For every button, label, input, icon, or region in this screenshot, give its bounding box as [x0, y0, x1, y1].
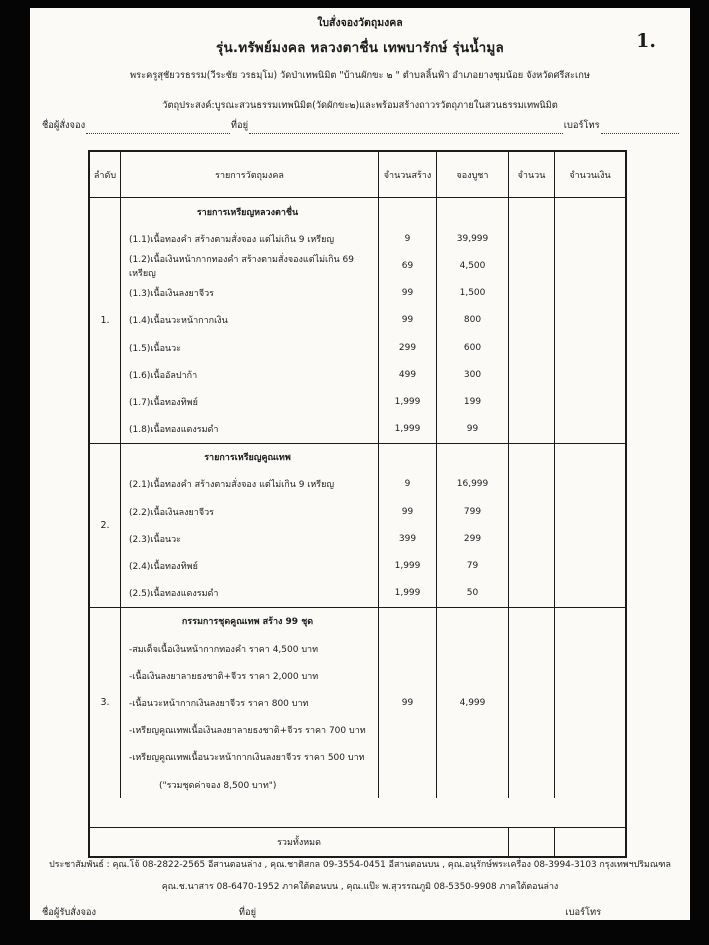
item-price: 4,500 [459, 260, 486, 271]
item-price: 799 [463, 506, 482, 517]
item-price: 600 [463, 342, 482, 353]
item-price: 300 [463, 369, 482, 380]
item-price: 4,999 [459, 697, 486, 708]
table-header-row [90, 152, 625, 198]
dotted-fill-phone [602, 910, 679, 920]
dotted-fill-phone [601, 123, 679, 134]
corner-page-number: 1. [636, 30, 656, 52]
item-price: 299 [463, 533, 482, 544]
item-desc: (1.1)เนื้อทองคำ สร้างตามสั่งจอง แต่ไม่เกิน 9 เหรียญ [129, 234, 335, 245]
item-desc: (1.6)เนื้ออัลปาก้า [129, 370, 198, 381]
item-desc: (1.7)เนื้อทองทิพย์ [129, 397, 198, 408]
purpose-line: วัตถุประสงค์:บูรณะสวนธรรมเทพนิมิต(วัดผักขะ๒)และพร้อมสร้างถาวรวัตถุภายในสวนธรรมเทพนิมิต [162, 100, 558, 111]
contact-line-2: คุณ.ช.นาสาร 08-6470-1952 ภาคใต้ตอนบน , คุณ.แป๊ะ พ.สุวรรณภูมิ 08-5350-9908 ภาคใต้ตอนล่าง [161, 882, 559, 892]
total-label: รวมทั้งหมด [90, 828, 509, 856]
orderer-fill-row [42, 118, 680, 134]
amount-cell [555, 444, 625, 607]
total-quantity-cell [509, 828, 555, 856]
quantity-cell [509, 444, 555, 607]
item-made: 99 [401, 697, 414, 708]
quantity-cell [509, 198, 555, 443]
item-desc: -เหรียญคูณเทพเนื้อนวะหน้ากากเงินลงยาจีวร ราคา 500 บาท [129, 753, 365, 764]
column-header: จำนวน [509, 152, 555, 197]
orderer-phone-label: เบอร์โทร [563, 120, 600, 131]
item-price: 39,999 [456, 233, 489, 244]
item-price [437, 717, 508, 744]
item-made: 1,999 [394, 561, 421, 572]
amount-cell [555, 198, 625, 443]
item-desc: (1.5)เนื้อนวะ [129, 343, 182, 354]
item-desc: (2.3)เนื้อนวะ [129, 534, 182, 545]
column-header: จองบูชา [437, 152, 509, 197]
scanned-document-page [30, 8, 690, 920]
quantity-cell [509, 608, 555, 798]
item-desc: (1.3)เนื้อเงินลงยาจีวร [129, 289, 214, 300]
item-made: 399 [398, 533, 417, 544]
item-price: 99 [466, 424, 479, 435]
reserve-price-column [437, 444, 509, 607]
item-made [379, 771, 436, 798]
contact-line-1: ประชาสัมพันธ์ : คุณ.โจ้ 08-2822-2565 อีสานตอนล่าง , คุณ.ชาติสกล 09-3554-0451 อีสานตอนบน , คุณ.อนุรักษ์พระเครื่อง 08-3994-3103 กรุงเทพฯปริมณฑล [49, 860, 671, 870]
item-desc: (2.5)เนื้อทองแดงรมดำ [129, 589, 219, 600]
item-made: 9 [404, 233, 411, 244]
made-quantity-column [379, 608, 437, 798]
item-descriptions [121, 444, 379, 607]
column-header: รายการวัตถุมงคล [121, 152, 379, 197]
item-made [379, 744, 436, 771]
item-made [379, 635, 436, 662]
item-descriptions [121, 608, 379, 798]
item-price: 199 [463, 396, 482, 407]
table-section [90, 198, 625, 444]
item-desc: -สมเด็จเนื้อเงินหน้ากากทองคำ ราคา 4,500 บาท [129, 644, 319, 655]
made-quantity-column [379, 198, 437, 443]
orderer-address-label: ที่อยู่ [230, 120, 249, 131]
row-number: 2. [90, 444, 121, 607]
edition-title: รุ่น.ทรัพย์มงคล หลวงตาชื่น เทพบารักษ์ รุ่นน้ำมูล [216, 40, 504, 56]
dotted-fill-address [257, 910, 564, 920]
item-price: 800 [463, 315, 482, 326]
section-title: กรรมการชุดคูณเทพ สร้าง 99 ชุด [181, 617, 314, 628]
item-made: 1,999 [394, 424, 421, 435]
item-desc: (1.2)เนื้อเงินหน้ากากทองคำ สร้างตามสั่งจองแต่ไม่เกิน 69 เหรียญ [129, 254, 355, 279]
item-desc: (2.4)เนื้อทองทิพย์ [129, 562, 198, 573]
item-desc: (1.4)เนื้อนวะหน้ากากเงิน [129, 316, 228, 327]
item-price: 16,999 [456, 479, 489, 490]
item-made: 1,999 [394, 396, 421, 407]
dotted-fill-address [249, 123, 563, 134]
item-desc: (2.1)เนื้อทองคำ สร้างตามสั่งจอง แต่ไม่เกิน 9 เหรียญ [129, 480, 335, 491]
item-desc: (2.2)เนื้อเงินลงยาจีวร [129, 507, 214, 518]
section-title: รายการเหรียญหลวงตาชื่น [196, 207, 299, 218]
made-quantity-column [379, 444, 437, 607]
item-made: 69 [401, 260, 414, 271]
item-price: 1,500 [459, 288, 486, 299]
order-table [88, 150, 627, 858]
dotted-fill-name [86, 123, 230, 134]
item-made: 99 [401, 288, 414, 299]
item-made: 9 [404, 479, 411, 490]
section-title: รายการเหรียญคูณเทพ [204, 453, 291, 464]
receiver-fill-row [42, 905, 680, 920]
row-number: 3. [90, 608, 121, 798]
item-made [379, 717, 436, 744]
item-descriptions [121, 198, 379, 443]
receiver-phone-label: เบอร์โทร [565, 907, 602, 918]
orderer-name-label: ชื่อผู้สั่งจอง [42, 120, 86, 131]
item-made: 1,999 [394, 588, 421, 599]
dotted-fill-name [97, 910, 238, 920]
item-price [437, 744, 508, 771]
doc-title: ใบสั่งจองวัตถุมงคล [317, 17, 403, 29]
item-price: 50 [466, 588, 479, 599]
reserve-price-column [437, 608, 509, 798]
receiver-name-label: ชื่อผู้รับสั่งจอง [42, 907, 97, 918]
item-desc: ("รวมชุดค่าจอง 8,500 บาท") [159, 780, 277, 791]
row-number: 1. [90, 198, 121, 443]
abbot-temple-line: พระครูสุชัยวรธรรม(วีระชัย วรธมฺโม) วัดป่าเทพนิมิต "บ้านผักขะ ๒ " ตำบลลิ้นฟ้า อำเภอยางชุมน้อย จังหวัดศรีสะเกษ [130, 70, 590, 81]
amount-cell [555, 608, 625, 798]
column-header: จำนวนเงิน [569, 170, 611, 181]
column-header: ลำดับ [90, 152, 121, 197]
item-made: 499 [398, 369, 417, 380]
item-desc: -เนื้อนวะหน้ากากเงินลงยาจีวร ราคา 800 บาท [129, 698, 309, 709]
item-price [437, 635, 508, 662]
item-desc: (1.8)เนื้อทองแดงรมดำ [129, 425, 219, 436]
item-price [437, 662, 508, 689]
total-amount-cell [555, 828, 625, 856]
item-desc: -เหรียญคูณเทพเนื้อเงินลงยาลายธงชาติ+จีวร ราคา 700 บาท [129, 726, 366, 737]
table-section [90, 608, 625, 828]
reserve-price-column [437, 198, 509, 443]
receiver-address-label: ที่อยู่ [238, 907, 257, 918]
column-header: จำนวนสร้าง [379, 152, 437, 197]
item-price: 79 [466, 561, 479, 572]
item-price [437, 771, 508, 798]
total-row [90, 828, 625, 856]
item-desc: -เนื้อเงินลงยาลายธงชาติ+จีวร ราคา 2,000 บาท [129, 671, 319, 682]
item-made: 99 [401, 315, 414, 326]
item-made: 299 [398, 342, 417, 353]
item-made [379, 662, 436, 689]
item-made: 99 [401, 506, 414, 517]
table-section [90, 444, 625, 608]
